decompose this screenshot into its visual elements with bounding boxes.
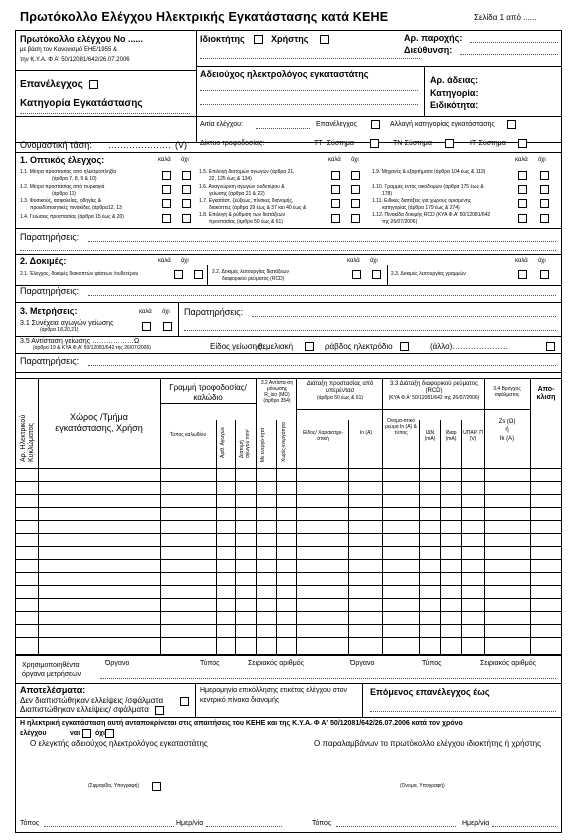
result-faults-label: Διαπιστώθηκαν ελλείψεις/ σφάλματα	[20, 705, 149, 714]
tt-system-label: ΤΤ -Σύστημα	[314, 140, 354, 147]
test-2-1-no-checkbox[interactable]	[194, 270, 203, 279]
supply-number-label: Αρ. παροχής:	[404, 33, 463, 43]
measure-3-1-good-checkbox[interactable]	[142, 322, 151, 331]
visual-item-1-4: 1.4. Γειώσεις προστασίας (άρθρα 15 έως & 20)	[20, 214, 124, 220]
protocol-basis-line2: την Κ.Υ.Α. Φ Α' 50/12081/642/26.07.2006	[20, 57, 130, 63]
compliance-no-checkbox[interactable]	[105, 729, 114, 738]
rcd-u-header: UΠΑΡ. Π (V)	[463, 430, 483, 442]
tests-good-col3: καλά	[515, 258, 528, 264]
it-system-checkbox[interactable]	[518, 139, 527, 148]
category-label: Κατηγορία Εγκατάστασης	[20, 98, 143, 109]
protocol-number: Πρωτόκολλο ελέγχου Νο ......	[20, 34, 143, 44]
rcd-header-ref: (ΚΥΑ Φ.Α' 50/12081/642 της 26/07/2006)	[388, 395, 480, 402]
result-no-faults-label: Δεν διαπιστώθηκαν ελλείψεις /σφάλματα	[20, 696, 164, 705]
visual-item-1-10-sub: 178)	[382, 191, 393, 197]
measure-3-1-label: 3.1 Συνέχεια αγωγών γείωσης	[20, 320, 114, 327]
place-label-right: Τόπος	[312, 820, 332, 827]
reason-recheck-checkbox[interactable]	[371, 120, 380, 129]
reason-change-label: Αλλαγή κατηγορίας εγκατάστασης	[390, 121, 495, 128]
tests-title: 2. Δοκιμές:	[20, 256, 67, 266]
stamp-signature-checkbox[interactable]	[152, 782, 161, 791]
test-2-3-no-checkbox[interactable]	[540, 270, 549, 279]
test-2-3-good-checkbox[interactable]	[518, 270, 527, 279]
visual-item-1-1-sub: (άρθρα 7, 8, 9 & 10)	[52, 176, 97, 182]
tt-system-checkbox[interactable]	[370, 139, 379, 148]
nominal-voltage-dots: …………………	[108, 140, 171, 150]
date-label-left: Ημερ/νία	[176, 820, 204, 827]
license-number-label: Αρ. άδειας:	[430, 75, 479, 85]
visual-1-7-good-checkbox[interactable]	[331, 199, 340, 208]
test-2-1-good-checkbox[interactable]	[174, 270, 183, 279]
test-2-2-sub: διαφορικού ρεύματος (RCD)	[222, 276, 285, 282]
specialty-label: Ειδικότητα:	[430, 100, 479, 110]
label-date-line2: κεντρικό πίνακα διανομής	[200, 697, 280, 704]
measurements-title: 3. Μετρήσεις:	[20, 306, 78, 316]
measure-3-5-label: 3.5 Αντίσταση γείωσης ………………Ω	[20, 338, 140, 345]
rcd-idn-header: IΔN (mA)	[424, 430, 436, 442]
name-signature-label: (Ονομα, Υπογραφή)	[400, 783, 445, 789]
visual-1-5-good-checkbox[interactable]	[331, 171, 340, 180]
visual-1-3-good-checkbox[interactable]	[162, 199, 171, 208]
visual-1-10-no-checkbox[interactable]	[540, 185, 549, 194]
visual-1-6-good-checkbox[interactable]	[331, 185, 340, 194]
tests-no-col1: όχι	[181, 258, 189, 264]
insulation-header-title: 3.2 Αντίστα-ση μόνωσης	[260, 380, 294, 392]
compliance-statement: Η ηλεκτρική εγκατάσταση αυτή ανταποκρίνεται στις απαιτήσεις του ΚΕΗΕ και της Κ.Υ.Α. Φ Α' 50/12081/642/26.07.2006 κατά τον χρόνο	[20, 720, 463, 727]
measure-good-label: καλά	[139, 309, 152, 315]
visual-item-1-9: 1.9. Μηχανές & εξαρτήματα (άρθρα 104 έως & 113)	[372, 169, 486, 175]
visual-item-1-6-sub: γείωσης (άρθρα 21 & 22)	[209, 191, 265, 197]
result-faults-checkbox[interactable]	[155, 706, 164, 715]
visual-item-1-12-sub: της 26/07/2006)	[382, 219, 418, 225]
visual-1-5-no-checkbox[interactable]	[351, 171, 360, 180]
tests-no-col2: όχι	[370, 258, 378, 264]
recipient-signature-label: Ο παραλαμβάνων το πρωτόκολλο ελέγχου ιδιοκτήτης ή χρήστης	[314, 739, 541, 748]
measure-no-label: όχι	[162, 309, 170, 315]
next-check-label: Επόμενος επανέλεγχος έως	[370, 687, 490, 697]
check-reason-label: Αιτία ελέγχου:	[200, 121, 243, 128]
compliance-no-label: όχι	[95, 730, 105, 737]
test-2-2-label: 2.2. Δοκιμές λειτουργίας διατάξεων	[212, 269, 289, 275]
instrument-organ-2: Όργανο	[350, 660, 375, 667]
rcd-header-title: 3.3 Διάταξη διαφορικού ρεύματος (RCD)	[389, 381, 479, 395]
earth-foundation-label: θεμελιακή	[258, 342, 294, 351]
measure-3-1-sub: (άρθρα 18,20,21)	[40, 327, 79, 333]
visual-1-8-good-checkbox[interactable]	[331, 214, 340, 223]
result-no-faults-checkbox[interactable]	[180, 697, 189, 706]
insulation-header	[258, 380, 296, 404]
measure-remarks-right-label: Παρατηρήσεις:	[184, 307, 244, 317]
test-2-2-good-checkbox[interactable]	[352, 270, 361, 279]
visual-1-6-no-checkbox[interactable]	[351, 185, 360, 194]
test-2-2-no-checkbox[interactable]	[372, 270, 381, 279]
visual-1-1-good-checkbox[interactable]	[162, 171, 171, 180]
visual-1-11-good-checkbox[interactable]	[518, 199, 527, 208]
test-2-1-label: 2.1. Έλεγχος, δοκιμές διακοπτών φάσεων /ουδετέρου	[20, 271, 139, 277]
compliance-yes-label: ναι	[70, 730, 81, 737]
visual-no-col1: όχι	[181, 157, 189, 163]
visual-item-1-7: 1.7. Εγκατάστ. ζεύξεως, πίνακες διανομής,	[199, 198, 294, 204]
visual-item-1-3: 1.3. Φυσικούς, ασφαλείας, οδηγίες &	[20, 198, 102, 204]
measure-remarks-label: Παρατηρήσεις:	[20, 356, 80, 366]
earth-foundation-checkbox[interactable]	[305, 342, 314, 351]
overcurrent-header-ref: (άρθρα 50 έως & 61)	[316, 395, 364, 402]
compliance-yes-checkbox[interactable]	[82, 729, 91, 738]
instrument-type-2: Τύπος	[422, 660, 442, 667]
rcd-header	[384, 381, 484, 403]
results-title: Αποτελέσματα:	[20, 685, 86, 695]
page-total-dots: ......	[523, 13, 537, 22]
visual-1-2-good-checkbox[interactable]	[162, 185, 171, 194]
tests-remarks-label: Παρατηρήσεις:	[20, 286, 80, 296]
visual-item-1-3-sub: προειδοποιητικές πινακίδες (άρθρα12, 13	[30, 205, 122, 211]
section-header: Διατομή αγωγού mm²	[239, 429, 251, 458]
prot-type-header: Είδος/ Χαρακτηρι-στική	[302, 430, 344, 442]
visual-item-1-11-sub: κατηγορίας (άρθρα 179 έως & 274)	[382, 205, 460, 211]
instrument-type-1: Τύπος	[200, 660, 220, 667]
earth-rod-checkbox[interactable]	[400, 342, 409, 351]
page-label: Σελίδα	[474, 13, 498, 22]
page-number: 1	[499, 13, 505, 22]
earth-other-label: (άλλο)…………………	[430, 342, 509, 351]
label-date-line1: Ημερομηνία επικόλλησης ετικέτας ελέγχου στον	[200, 687, 348, 694]
visual-good-col2: καλά	[328, 157, 341, 163]
visual-1-4-no-checkbox[interactable]	[182, 214, 191, 223]
electrician-signature-label: Ο ελεγκτής αδειούχος ηλεκτρολόγος εγκαταστάτης	[30, 739, 208, 748]
tn-system-checkbox[interactable]	[445, 139, 454, 148]
deviation-header: Απο-κλιση	[536, 386, 556, 402]
visual-item-1-1: 1.1. Μέτρα προστασίας από ηλεκτροπληξία	[20, 169, 117, 175]
electrician-label: Αδειούχος ηλεκτρολόγος εγκαταστάτης	[200, 69, 369, 79]
visual-1-9-no-checkbox[interactable]	[540, 171, 549, 180]
ins-active-header: Με ενεργό-τητά	[260, 427, 266, 462]
rcd-ia-header: Iδιαρ (mA)	[445, 430, 457, 442]
cores-header: Αριθ. Αγωγών	[220, 426, 226, 458]
earth-type-label: Είδος γείωσης:	[210, 342, 264, 351]
prot-in-header: In (A)	[359, 430, 373, 436]
measure-3-5-sub: (άρθρο 19 & ΚΥΑ Φ.Α' 50/12081/642 της 26/07/2006)	[33, 345, 151, 351]
instrument-organ-1: Όργανο	[105, 660, 130, 667]
visual-1-12-good-checkbox[interactable]	[518, 214, 527, 223]
user-label: Χρήστης	[271, 34, 309, 44]
visual-1-8-no-checkbox[interactable]	[351, 214, 360, 223]
insulation-header-unit: R_iso (MΩ)	[264, 392, 290, 398]
visual-no-col2: όχι	[351, 157, 359, 163]
visual-1-1-no-checkbox[interactable]	[182, 171, 191, 180]
visual-item-1-2: 1.2. Μέτρα προστασίας από πυρκαγιά	[20, 184, 105, 190]
visual-good-col3: καλά	[515, 157, 528, 163]
visual-item-1-11: 1.11. Ειδικές διατάξεις για χώρους ορισμένης	[372, 198, 472, 204]
visual-1-7-no-checkbox[interactable]	[351, 199, 360, 208]
it-system-label: ΙΤ-Σύστημα	[470, 140, 506, 147]
visual-item-1-2-sub: (άρθρο 11)	[52, 191, 77, 197]
cable-type-header: Τύπος καλωδίου	[169, 432, 207, 438]
visual-no-col3: όχι	[538, 157, 546, 163]
rcd-nominal-header: Ονομα-στικό ρεύμα In (A) & τύπος	[385, 418, 417, 436]
visual-1-2-no-checkbox[interactable]	[182, 185, 191, 194]
instrument-serial-1: Σειριακός αριθμός	[248, 660, 304, 667]
measure-3-1-no-checkbox[interactable]	[163, 322, 172, 331]
reason-recheck-label: Επανέλεγχος	[316, 121, 357, 128]
tests-good-col2: καλά	[347, 258, 360, 264]
visual-remarks-label: Παρατηρήσεις:	[20, 232, 80, 242]
instruments-label-2: όργανα μετρήσεων	[22, 671, 82, 678]
visual-1-12-no-checkbox[interactable]	[540, 214, 549, 223]
visual-1-4-good-checkbox[interactable]	[162, 214, 171, 223]
reason-change-checkbox[interactable]	[507, 120, 516, 129]
loop-ik-label: Ik (A)	[499, 435, 515, 442]
visual-item-1-12: 1.12. Πινακίδα δοκιμής RCD (ΚΥΑ Φ.Α' 50/12081/642	[372, 212, 491, 218]
compliance-statement-2: ελέγχου	[20, 730, 47, 737]
address-label: Διεύθυνση:	[404, 45, 453, 55]
visual-1-3-no-checkbox[interactable]	[182, 199, 191, 208]
owner-label: Ιδιοκτήτης	[200, 34, 245, 44]
visual-1-11-no-checkbox[interactable]	[540, 199, 549, 208]
stamp-signature-label: (Σφραγίδα, Υπογραφή)	[88, 783, 140, 789]
earth-other-checkbox[interactable]	[546, 342, 555, 351]
user-checkbox[interactable]	[320, 35, 329, 44]
visual-item-1-10: 1.10. Γραμμές εντός οικοδομών (άρθρα 175 έως &	[372, 184, 484, 190]
overcurrent-header	[298, 381, 382, 403]
instruments-label-1: Χρησιμοποιηθέντα	[22, 662, 80, 669]
tests-good-col1: καλά	[158, 258, 171, 264]
visual-item-1-5: 1.5. Επιλογή διατομών αγωγών (άρθρα 21,	[199, 169, 295, 175]
page-of-label: από	[506, 13, 521, 22]
visual-good-col1: καλά	[158, 157, 171, 163]
recheck-label: Επανέλεγχος	[20, 79, 83, 90]
supply-line-header: Γραμμή τροφοδοσίας/ καλώδιο	[169, 383, 247, 402]
recheck-checkbox[interactable]	[89, 80, 98, 89]
page-counter	[474, 14, 536, 22]
circuit-no-header: Αρ. Ηλεκτρικού Κυκλώματος	[20, 414, 35, 462]
instrument-serial-2: Σειριακός αριθμός	[480, 660, 536, 667]
loop-or-label: ή	[505, 427, 509, 434]
loop-z-header	[486, 418, 528, 443]
nominal-voltage-label: Ονομαστική τάση:	[20, 140, 92, 150]
tests-no-col3: όχι	[538, 258, 546, 264]
insulation-header-ref: (άρθρο 354)	[263, 398, 291, 404]
visual-1-10-good-checkbox[interactable]	[518, 185, 527, 194]
date-label-right: Ημερ/νία	[462, 820, 490, 827]
overcurrent-header-title: Διάταξη προστασίας από υπερέντασ	[306, 381, 374, 395]
network-label: Δίκτυο τροφοδοσίας:	[200, 140, 265, 147]
visual-item-1-8: 1.8. Επιλογή & ρύθμιση των διατάξεων	[199, 212, 285, 218]
voltage-unit: (V)	[175, 140, 187, 150]
license-category-label: Κατηγορία:	[430, 88, 479, 98]
test-2-3-label: 2.3. Δοκιμές λειτουργίας γραμμών	[391, 271, 466, 277]
visual-1-9-good-checkbox[interactable]	[518, 171, 527, 180]
loop-zs-label: Zs (Ω)	[498, 419, 516, 425]
visual-item-1-7-sub: διακόπτες (άρθρα 29 έως & 37 και 40 έως &	[209, 205, 307, 211]
earth-rod-label: ράβδος ηλεκτρόδιο	[325, 342, 393, 351]
ins-earth-header: Χωρίς-ενεργότητα	[281, 422, 287, 462]
visual-item-1-6: 1.6. Αναγνώριση αγωγών ουδετέρου &	[199, 184, 285, 190]
fault-loop-header: 3.4 Βρόγχος σφάλματος	[493, 386, 521, 398]
visual-item-1-8-sub: προστασίας (άρθρα 50 έως & 61)	[209, 219, 283, 225]
visual-check-title: 1. Οπτικός έλεγχος:	[20, 155, 105, 165]
owner-checkbox[interactable]	[254, 35, 263, 44]
place-label-left: Τόπος	[20, 820, 40, 827]
page-title: Πρωτόκολλο Ελέγχου Ηλεκτρικής Εγκατάστασης κατά ΚΕΗΕ	[20, 10, 389, 24]
space-header: Χώρος /Τμήμα εγκατάστασης, Χρήση	[55, 412, 143, 433]
visual-item-1-5-sub: 22, 125 έως & 134)	[209, 176, 252, 182]
protocol-basis-line1: με βάση τον Κανονισμό ΕΗΕ/1955 &	[20, 47, 117, 53]
tn-system-label: ΤΝ-Σύστημα	[393, 140, 432, 147]
